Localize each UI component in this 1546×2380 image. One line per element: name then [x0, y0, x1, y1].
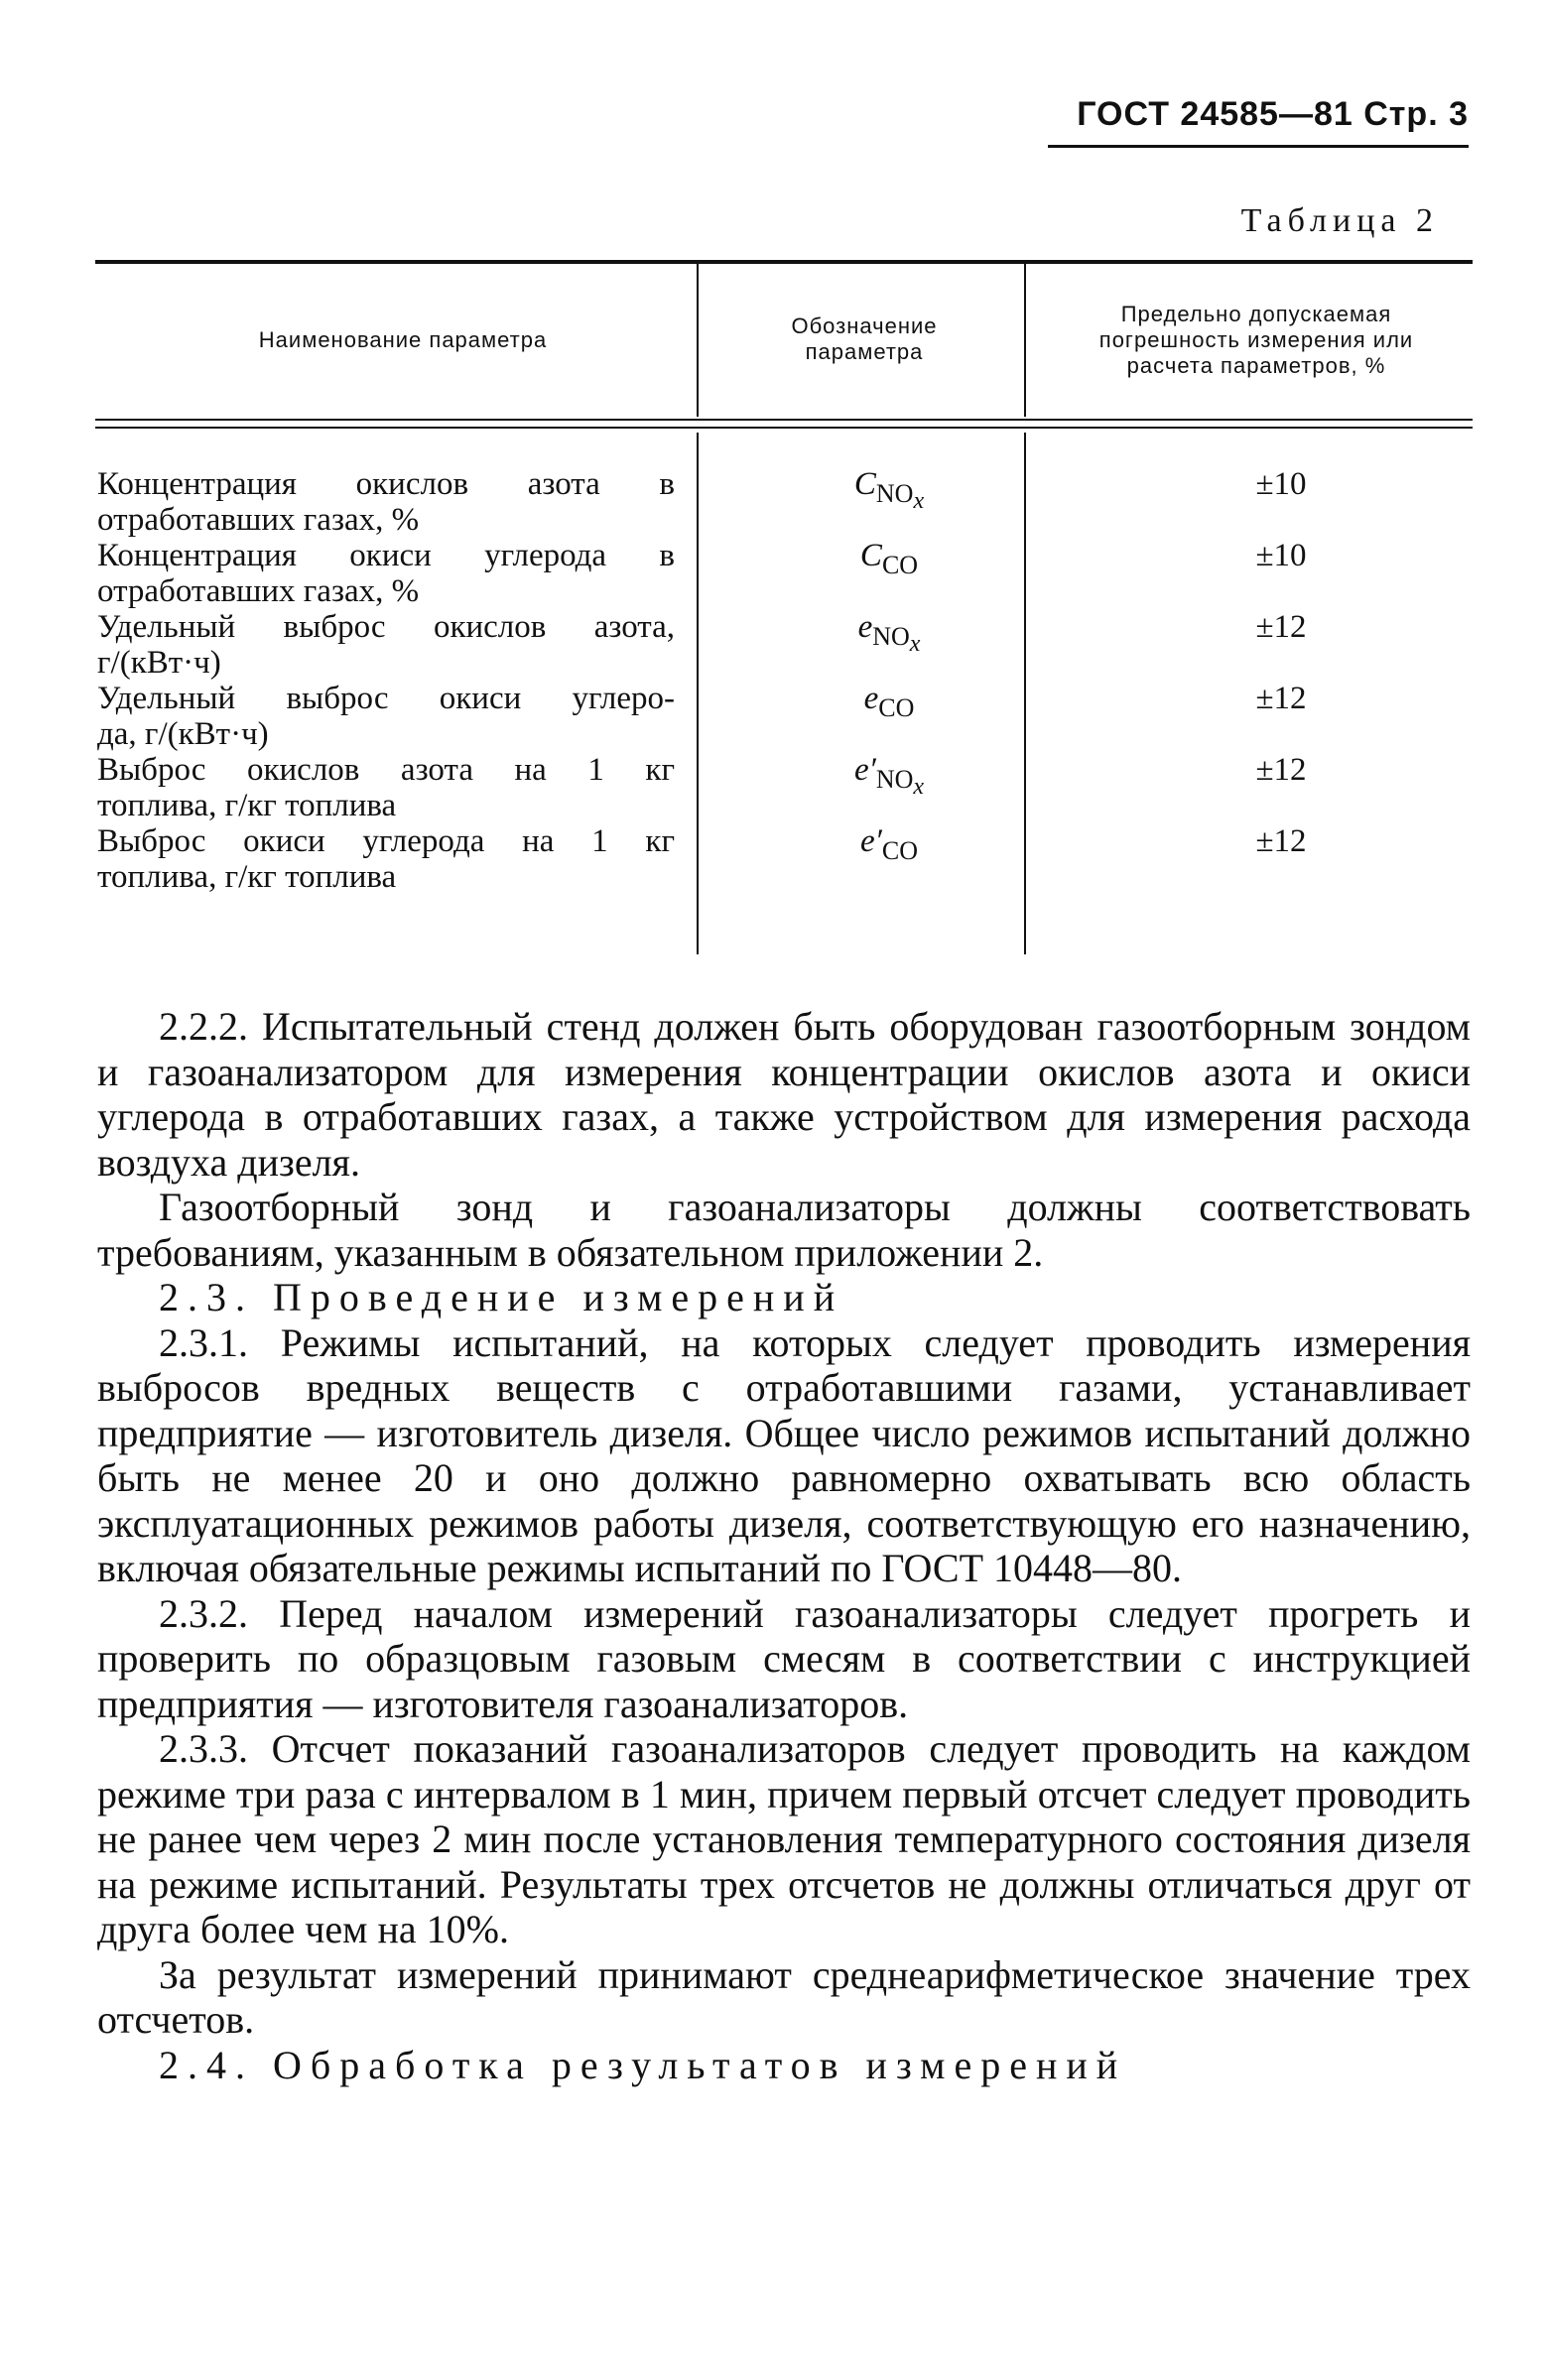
- row-parameter-symbol: $e'_{CO}$: [860, 823, 918, 865]
- paragraph-result: За результат измерений принимают среднеарифметическое значение трех отсчетов.: [97, 1951, 1471, 2042]
- row-parameter-name: Концентрация окиси углерода в отработавших газах, %: [97, 538, 675, 609]
- section-heading-2-3: 2.3. Проведение измерений: [159, 1275, 844, 1319]
- row-parameter-name: Выброс окислов азота на 1 кг топлива, г/кг топлива: [97, 752, 675, 823]
- row-error-value: ±12: [1255, 752, 1307, 788]
- row-parameter-name: Удельный выброс окислов азота, г/(кВт·ч): [97, 609, 675, 681]
- table-caption: Таблица 2: [1240, 202, 1439, 239]
- parameters-table: [95, 260, 1473, 954]
- table-top-rule: [95, 260, 1473, 264]
- row-parameter-symbol: $C_{NO_x}$: [853, 466, 925, 514]
- row-parameter-symbol: $e_{NO_x}$: [857, 609, 921, 657]
- page-header: ГОСТ 24585—81 Стр. 3: [1077, 95, 1469, 133]
- row-error-value: ±10: [1255, 466, 1307, 502]
- row-parameter-symbol: $e_{CO}$: [863, 681, 915, 722]
- paragraph-gas-probe: Газоотборный зонд и газоанализаторы должны соответствовать требованиям, указанным в обязательном приложении 2.: [97, 1185, 1471, 1275]
- row-error-value: ±12: [1255, 609, 1307, 645]
- section-heading-2-4: 2.4. Обработка результатов измерений: [159, 2042, 1127, 2087]
- row-parameter-name: Удельный выброс окиси углеро- да, г/(кВт·ч): [97, 681, 675, 752]
- row-error-value: ±10: [1255, 538, 1307, 573]
- paragraph-2-3-3: 2.3.3. Отсчет показаний газоанализаторов следует проводить на каждом режиме три раза с интервалом в 1 мин, причем первый отсчет следует проводить не ранее чем через 2 мин после установления температурного состояния дизеля на режиме испытаний. Результаты трех отсчетов не должны отличаться друг от друга более чем на 10%.: [97, 1726, 1471, 1951]
- table-col-divider: [697, 264, 699, 417]
- table-header-rule-1: [95, 419, 1473, 421]
- column-header-name: Наименование параметра: [258, 327, 548, 352]
- row-parameter-symbol: $C_{CO}$: [859, 538, 919, 579]
- row-error-value: ±12: [1255, 681, 1307, 716]
- row-parameter-name: Концентрация окислов азота в отработавших газах, %: [97, 466, 675, 538]
- table-col-divider: [697, 433, 699, 954]
- paragraph-2-3-2: 2.3.2. Перед началом измерений газоанализаторы следует прогреть и проверить по образцовым газовым смесям в соответствии с инструкцией предприятия — изготовителя газоанализаторов.: [97, 1590, 1471, 1726]
- column-header-error: Предельно допускаемая погрешность измерения или расчета параметров, %: [1098, 302, 1414, 378]
- row-error-value: ±12: [1255, 823, 1307, 859]
- column-header-symbol: Обозначение параметра: [791, 313, 938, 364]
- row-parameter-name: Выброс окиси углерода на 1 кг топлива, г/кг топлива: [97, 823, 675, 895]
- table-header-rule-2: [95, 427, 1473, 429]
- body-text: [97, 1004, 1471, 2087]
- paragraph-2-2-2: 2.2.2. Испытательный стенд должен быть оборудован газоотборным зондом и газоанализатором для измерения концентрации окислов азота и окиси углерода в отработавших газах, а также устройством для измерения расхода воздуха дизеля.: [97, 1004, 1471, 1185]
- paragraph-2-3-1: 2.3.1. Режимы испытаний, на которых следует проводить измерения выбросов вредных веществ с отработавшими газами, устанавливает предприятие — изготовитель дизеля. Общее число режимов испытаний должно быть не менее 20 и оно должно равномерно охватывать всю область эксплуатационных режимов работы дизеля, соответствующую его назначению, включая обязательные режимы испытаний по ГОСТ 10448—80.: [97, 1319, 1471, 1590]
- header-rule: [1048, 145, 1469, 148]
- row-parameter-symbol: $e'_{NO_x}$: [853, 752, 925, 800]
- table-col-divider: [1024, 264, 1026, 417]
